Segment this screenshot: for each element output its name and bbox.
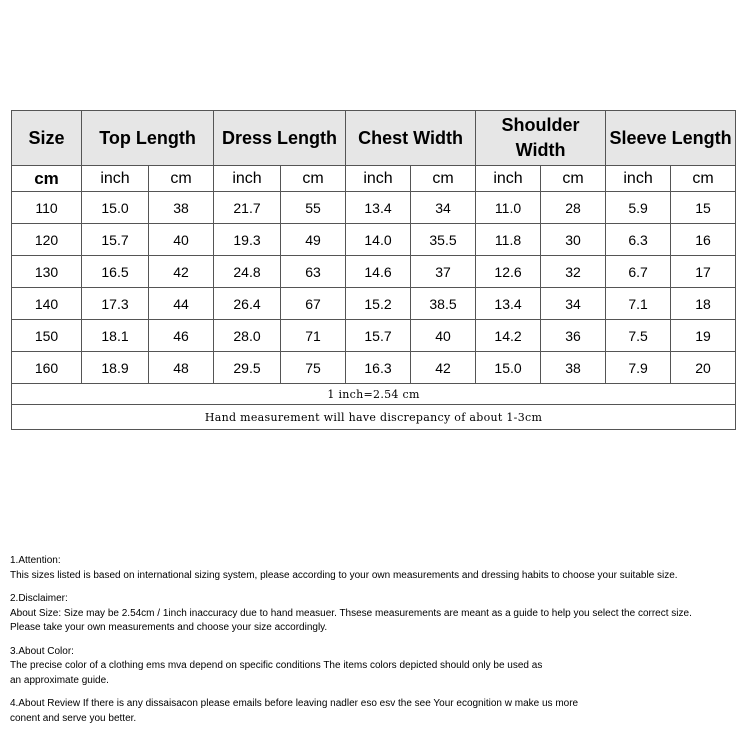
cell-top-inch: 15.7 xyxy=(82,224,149,256)
cell-dress-cm: 75 xyxy=(281,352,346,384)
cell-top-inch: 18.9 xyxy=(82,352,149,384)
cell-top-inch: 16.5 xyxy=(82,256,149,288)
cell-chest-cm: 42 xyxy=(411,352,476,384)
unit-cm: cm xyxy=(671,166,736,192)
unit-cm: cm xyxy=(149,166,214,192)
unit-inch: inch xyxy=(82,166,149,192)
cell-sleeve-inch: 7.5 xyxy=(606,320,671,352)
cell-dress-inch: 21.7 xyxy=(214,192,281,224)
table-row xyxy=(12,288,736,320)
cell-sleeve-inch: 6.3 xyxy=(606,224,671,256)
cell-dress-cm: 49 xyxy=(281,224,346,256)
cell-chest-cm: 38.5 xyxy=(411,288,476,320)
cell-shoulder-inch: 11.0 xyxy=(476,192,541,224)
cell-chest-cm: 34 xyxy=(411,192,476,224)
cell-dress-inch: 19.3 xyxy=(214,224,281,256)
attention-title: 1.Attention: xyxy=(10,555,61,566)
cell-dress-cm: 71 xyxy=(281,320,346,352)
cell-dress-cm: 55 xyxy=(281,192,346,224)
cell-top-cm: 44 xyxy=(149,288,214,320)
color-line-2: an approximate guide. xyxy=(10,674,109,686)
cell-dress-cm: 67 xyxy=(281,288,346,320)
cell-dress-inch: 26.4 xyxy=(214,288,281,320)
cell-sleeve-cm: 16 xyxy=(671,224,736,256)
cell-top-cm: 40 xyxy=(149,224,214,256)
cell-chest-inch: 15.2 xyxy=(346,288,411,320)
color-line-1: The precise color of a clothing ems mva depend on specific conditions The items colors depicted should only be used as xyxy=(10,660,543,671)
table-row xyxy=(12,320,736,352)
cell-size: 140 xyxy=(12,288,82,320)
table-row xyxy=(12,256,736,288)
cell-chest-inch: 14.0 xyxy=(346,224,411,256)
review-line-1: 4.About Review If there is any dissaisacon please emails before leaving nadler eso esv the see Your ecognition w make us more xyxy=(10,698,579,709)
cell-sleeve-inch: 7.1 xyxy=(606,288,671,320)
cell-shoulder-inch: 12.6 xyxy=(476,256,541,288)
cell-size: 150 xyxy=(12,320,82,352)
header-dress-length: Dress Length xyxy=(214,111,346,166)
cell-top-inch: 17.3 xyxy=(82,288,149,320)
cell-sleeve-cm: 15 xyxy=(671,192,736,224)
cell-dress-inch: 28.0 xyxy=(214,320,281,352)
cell-sleeve-inch: 6.7 xyxy=(606,256,671,288)
cell-shoulder-cm: 28 xyxy=(541,192,606,224)
cell-chest-inch: 13.4 xyxy=(346,192,411,224)
cell-sleeve-inch: 7.9 xyxy=(606,352,671,384)
cell-shoulder-inch: 13.4 xyxy=(476,288,541,320)
cell-sleeve-cm: 19 xyxy=(671,320,736,352)
table-row xyxy=(12,352,736,384)
disclaimer-line-1: About Size: Size may be 2.54cm / 1inch inaccuracy due to hand measuer. Thsese measurements are meant as a guide to help you select the correct size. xyxy=(10,607,692,619)
conversion-note: 1 inch=2.54 cm xyxy=(12,384,736,405)
cell-size: 120 xyxy=(12,224,82,256)
cell-size: 130 xyxy=(12,256,82,288)
cell-dress-inch: 24.8 xyxy=(214,256,281,288)
header-size: Size xyxy=(12,111,82,166)
cell-sleeve-inch: 5.9 xyxy=(606,192,671,224)
cell-dress-cm: 63 xyxy=(281,256,346,288)
unit-cm: cm xyxy=(411,166,476,192)
cell-dress-inch: 29.5 xyxy=(214,352,281,384)
cell-top-cm: 46 xyxy=(149,320,214,352)
cell-size: 160 xyxy=(12,352,82,384)
units-row xyxy=(12,166,736,192)
table-row xyxy=(12,224,736,256)
cell-shoulder-cm: 32 xyxy=(541,256,606,288)
attention-text: This sizes listed is based on international sizing system, please according to your own measurements and dressing habits to choose your suitable size. xyxy=(10,569,678,581)
header-row xyxy=(12,111,736,166)
size-chart-table xyxy=(11,110,736,430)
conversion-note-row xyxy=(12,384,736,405)
cell-chest-cm: 35.5 xyxy=(411,224,476,256)
cell-chest-cm: 40 xyxy=(411,320,476,352)
disclaimer-line-2: Please take your own measurements and choose your size accordingly. xyxy=(10,622,328,633)
cell-size: 110 xyxy=(12,192,82,224)
cell-top-cm: 42 xyxy=(149,256,214,288)
header-chest-width: Chest Width xyxy=(346,111,476,166)
cell-shoulder-cm: 36 xyxy=(541,320,606,352)
color-title: 3.About Color: xyxy=(10,645,74,657)
header-sleeve-length: Sleeve Length xyxy=(606,111,736,166)
discrepancy-note-row xyxy=(12,405,736,430)
header-top-length: Top Length xyxy=(82,111,214,166)
cell-top-cm: 48 xyxy=(149,352,214,384)
unit-size: cm xyxy=(12,166,82,192)
discrepancy-note: Hand measurement will have discrepancy of about 1-3cm xyxy=(12,405,736,430)
table-row xyxy=(12,192,736,224)
cell-sleeve-cm: 17 xyxy=(671,256,736,288)
unit-inch: inch xyxy=(476,166,541,192)
review-line-2: conent and serve you better. xyxy=(10,712,137,724)
cell-shoulder-inch: 15.0 xyxy=(476,352,541,384)
unit-cm: cm xyxy=(281,166,346,192)
notes-section xyxy=(10,554,745,726)
cell-chest-inch: 14.6 xyxy=(346,256,411,288)
cell-shoulder-inch: 11.8 xyxy=(476,224,541,256)
cell-sleeve-cm: 18 xyxy=(671,288,736,320)
header-shoulder-width: Shoulder Width xyxy=(476,111,606,166)
cell-shoulder-cm: 38 xyxy=(541,352,606,384)
unit-inch: inch xyxy=(214,166,281,192)
unit-inch: inch xyxy=(346,166,411,192)
cell-chest-cm: 37 xyxy=(411,256,476,288)
unit-inch: inch xyxy=(606,166,671,192)
cell-top-cm: 38 xyxy=(149,192,214,224)
cell-shoulder-cm: 34 xyxy=(541,288,606,320)
cell-sleeve-cm: 20 xyxy=(671,352,736,384)
cell-top-inch: 18.1 xyxy=(82,320,149,352)
cell-chest-inch: 15.7 xyxy=(346,320,411,352)
cell-shoulder-cm: 30 xyxy=(541,224,606,256)
unit-cm: cm xyxy=(541,166,606,192)
cell-chest-inch: 16.3 xyxy=(346,352,411,384)
cell-shoulder-inch: 14.2 xyxy=(476,320,541,352)
disclaimer-title: 2.Disclaimer: xyxy=(10,593,68,604)
cell-top-inch: 15.0 xyxy=(82,192,149,224)
